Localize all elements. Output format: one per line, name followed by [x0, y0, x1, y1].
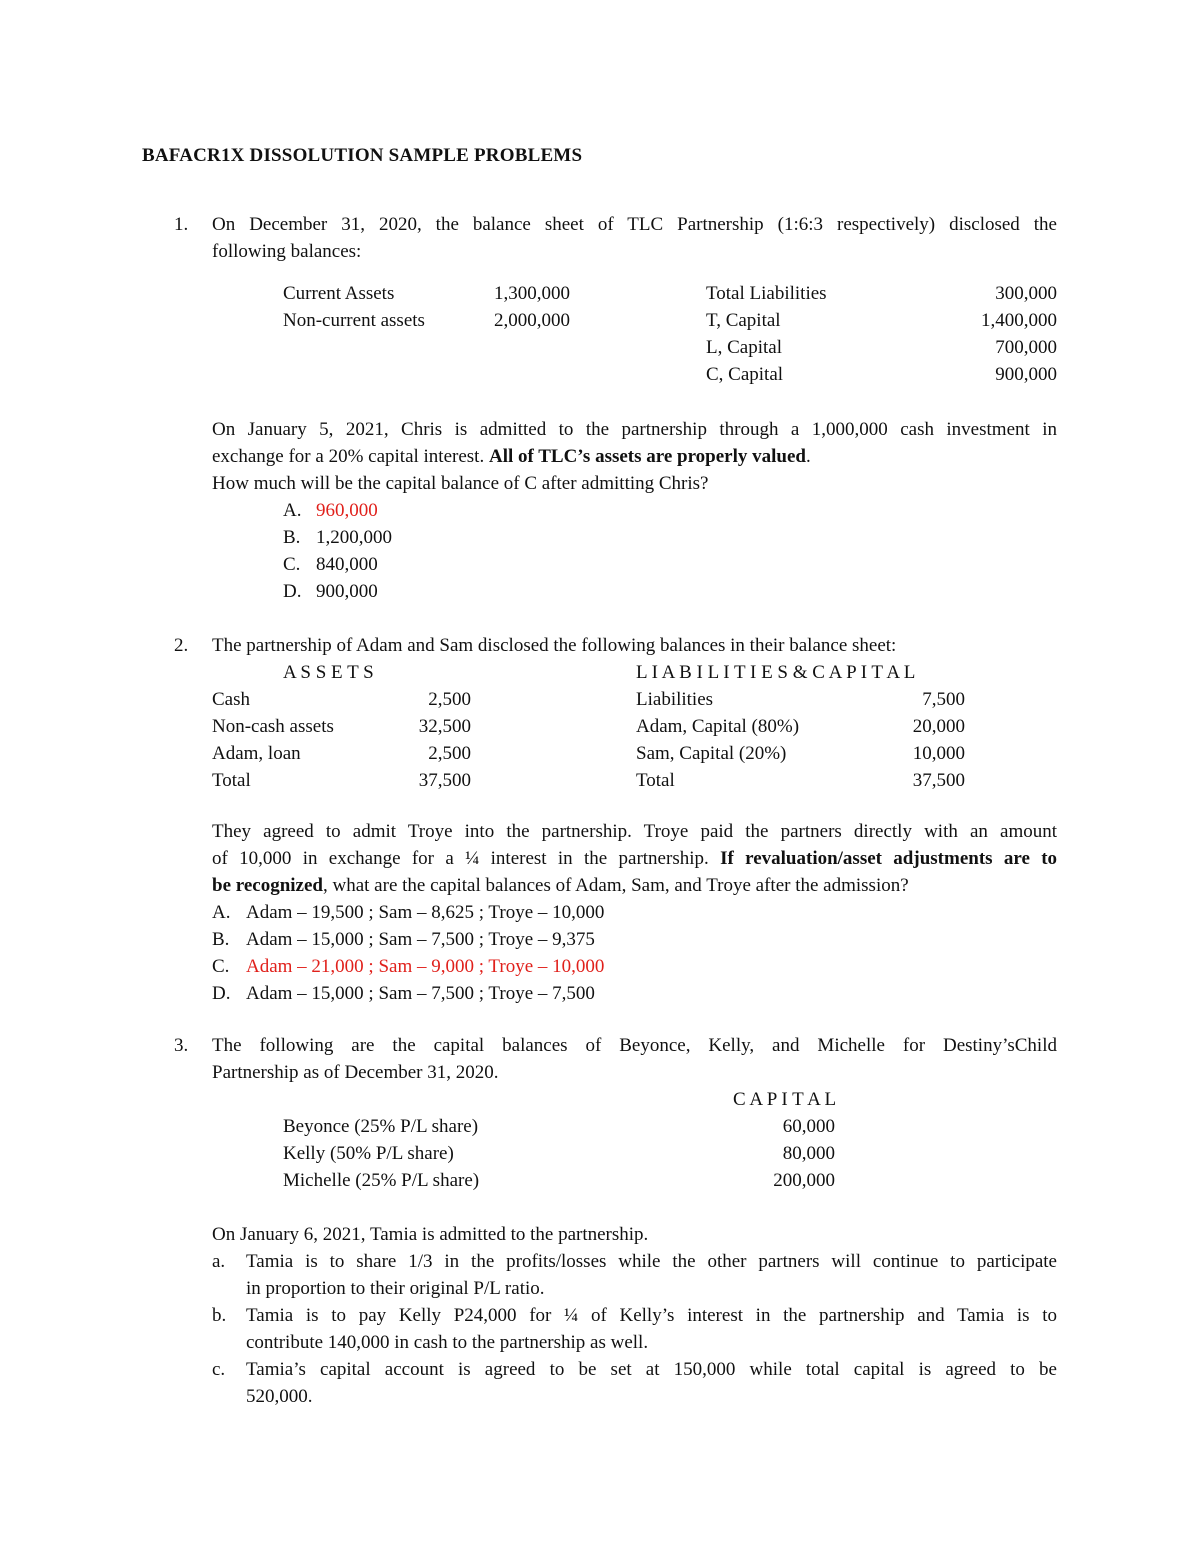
- q1-option-letter: B.: [283, 527, 301, 548]
- q2-option-text-answer: Adam – 21,000 ; Sam – 9,000 ; Troye – 10,000: [246, 956, 605, 977]
- q1-right-label: T, Capital: [706, 310, 781, 331]
- q3-row-label: Beyonce (25% P/L share): [283, 1116, 479, 1137]
- q2-asset-value: 2,500: [428, 689, 471, 710]
- q3-line1: The following are the capital balances of Beyonce, Kelly, and Michelle for Destiny’sChild: [212, 1035, 1057, 1056]
- q2-liability-value: 20,000: [912, 716, 965, 737]
- q3-item-line1: Tamia is to pay Kelly P24,000 for ¼ of Kelly’s interest in the partnership and Tamia is to: [246, 1305, 1057, 1326]
- q2-liability-label: Total: [636, 770, 675, 791]
- q3-item-letter: b.: [212, 1305, 227, 1326]
- q1-para2-end: .: [806, 446, 811, 467]
- q1-right-label: Total Liabilities: [706, 283, 827, 304]
- q3-item-letter: a.: [212, 1251, 226, 1272]
- q1-right-value: 1,400,000: [981, 310, 1057, 331]
- q2-option-text: Adam – 19,500 ; Sam – 8,625 ; Troye – 10,000: [246, 902, 605, 923]
- q1-para1: On January 5, 2021, Chris is admitted to the partnership through a 1,000,000 cash investment in: [212, 419, 1057, 440]
- q3-item-letter: c.: [212, 1359, 226, 1380]
- q2-liability-label: Sam, Capital (20%): [636, 743, 787, 764]
- q3-item-line2: in proportion to their original P/L ratio.: [246, 1278, 545, 1299]
- q1-left-label: Non-current assets: [283, 310, 425, 331]
- q1-option-text-answer: 960,000: [316, 500, 378, 521]
- q2-liabilities-header: L I A B I L I T I E S & C A P I T A L: [636, 662, 916, 683]
- q2-option-letter: A.: [212, 902, 231, 923]
- q2-option-text: Adam – 15,000 ; Sam – 7,500 ; Troye – 7,500: [246, 983, 595, 1004]
- q2-para2-bold: If revaluation/asset adjustments are to: [720, 848, 1058, 869]
- q1-left-label: Current Assets: [283, 283, 395, 304]
- q3-item-line2: contribute 140,000 in cash to the partnership as well.: [246, 1332, 649, 1353]
- q1-option-letter: A.: [283, 500, 302, 521]
- q1-right-value: 900,000: [995, 364, 1057, 385]
- q2-option-letter: C.: [212, 956, 230, 977]
- q2-asset-label: Total: [212, 770, 251, 791]
- q1-left-value: 1,300,000: [494, 283, 570, 304]
- q3-row-label: Michelle (25% P/L share): [283, 1170, 480, 1191]
- q1-number: 1.: [174, 214, 189, 235]
- q2-asset-label: Cash: [212, 689, 250, 710]
- q3-row-value: 80,000: [782, 1143, 835, 1164]
- q1-right-value: 300,000: [995, 283, 1057, 304]
- q2-para3-bold: be recognized: [212, 875, 323, 896]
- q3-item-line1: Tamia is to share 1/3 in the profits/losses while the other partners will continue to participate: [246, 1251, 1057, 1272]
- q2-para3-plain: , what are the capital balances of Adam, Sam, and Troye after the admission?: [323, 875, 909, 896]
- q3-row-label: Kelly (50% P/L share): [283, 1143, 454, 1164]
- page-title: BAFACR1X DISSOLUTION SAMPLE PROBLEMS: [142, 145, 583, 166]
- q3-capital-header: C A P I T A L: [733, 1089, 837, 1110]
- q2-para2: [212, 845, 1057, 872]
- q2-liability-value: 7,500: [922, 689, 965, 710]
- q3-para: On January 6, 2021, Tamia is admitted to the partnership.: [212, 1224, 649, 1245]
- q1-option-letter: C.: [283, 554, 301, 575]
- q2-option-text: Adam – 15,000 ; Sam – 7,500 ; Troye – 9,375: [246, 929, 595, 950]
- q2-assets-header: A S S E T S: [283, 662, 374, 683]
- q1-right-label: L, Capital: [706, 337, 782, 358]
- q3-line2: Partnership as of December 31, 2020.: [212, 1062, 499, 1083]
- q1-question: How much will be the capital balance of C after admitting Chris?: [212, 473, 709, 494]
- q1-option-text: 900,000: [316, 581, 378, 602]
- q2-asset-value: 2,500: [428, 743, 471, 764]
- q3-row-value: 60,000: [782, 1116, 835, 1137]
- q2-intro: The partnership of Adam and Sam disclosed the following balances in their balance sheet:: [212, 635, 897, 656]
- q3-row-value: 200,000: [773, 1170, 835, 1191]
- q2-para1: They agreed to admit Troye into the partnership. Troye paid the partners directly with an amount: [212, 821, 1057, 842]
- q1-option-letter: D.: [283, 581, 302, 602]
- q2-liability-value: 37,500: [912, 770, 965, 791]
- q2-option-letter: B.: [212, 929, 230, 950]
- q3-item-line1: Tamia’s capital account is agreed to be set at 150,000 while total capital is agreed to be: [246, 1359, 1057, 1380]
- q2-para3: [212, 872, 909, 899]
- q1-para2-bold: All of TLC’s assets are properly valued: [488, 446, 806, 467]
- q1-left-value: 2,000,000: [494, 310, 570, 331]
- q1-right-label: C, Capital: [706, 364, 784, 385]
- q3-item-line2: 520,000.: [246, 1386, 313, 1407]
- q2-asset-label: Adam, loan: [212, 743, 301, 764]
- q2-liability-value: 10,000: [912, 743, 965, 764]
- q2-liability-label: Liabilities: [636, 689, 714, 710]
- q3-number: 3.: [174, 1035, 189, 1056]
- q2-number: 2.: [174, 635, 189, 656]
- q1-right-value: 700,000: [995, 337, 1057, 358]
- q1-para2-plain: exchange for a 20% capital interest.: [212, 446, 485, 467]
- q1-option-text: 1,200,000: [316, 527, 392, 548]
- q1-option-text: 840,000: [316, 554, 378, 575]
- q1-line2: following balances:: [212, 241, 362, 262]
- q2-liability-label: Adam, Capital (80%): [636, 716, 800, 737]
- q1-line1: On December 31, 2020, the balance sheet of TLC Partnership (1:6:3 respectively) disclosed the: [212, 214, 1057, 235]
- q2-asset-value: 32,500: [418, 716, 471, 737]
- q2-asset-value: 37,500: [418, 770, 471, 791]
- q2-option-letter: D.: [212, 983, 231, 1004]
- q2-asset-label: Non-cash assets: [212, 716, 334, 737]
- q1-para2: [212, 443, 811, 470]
- q2-para2-plain: of 10,000 in exchange for a ¼ interest in the partnership.: [212, 848, 709, 869]
